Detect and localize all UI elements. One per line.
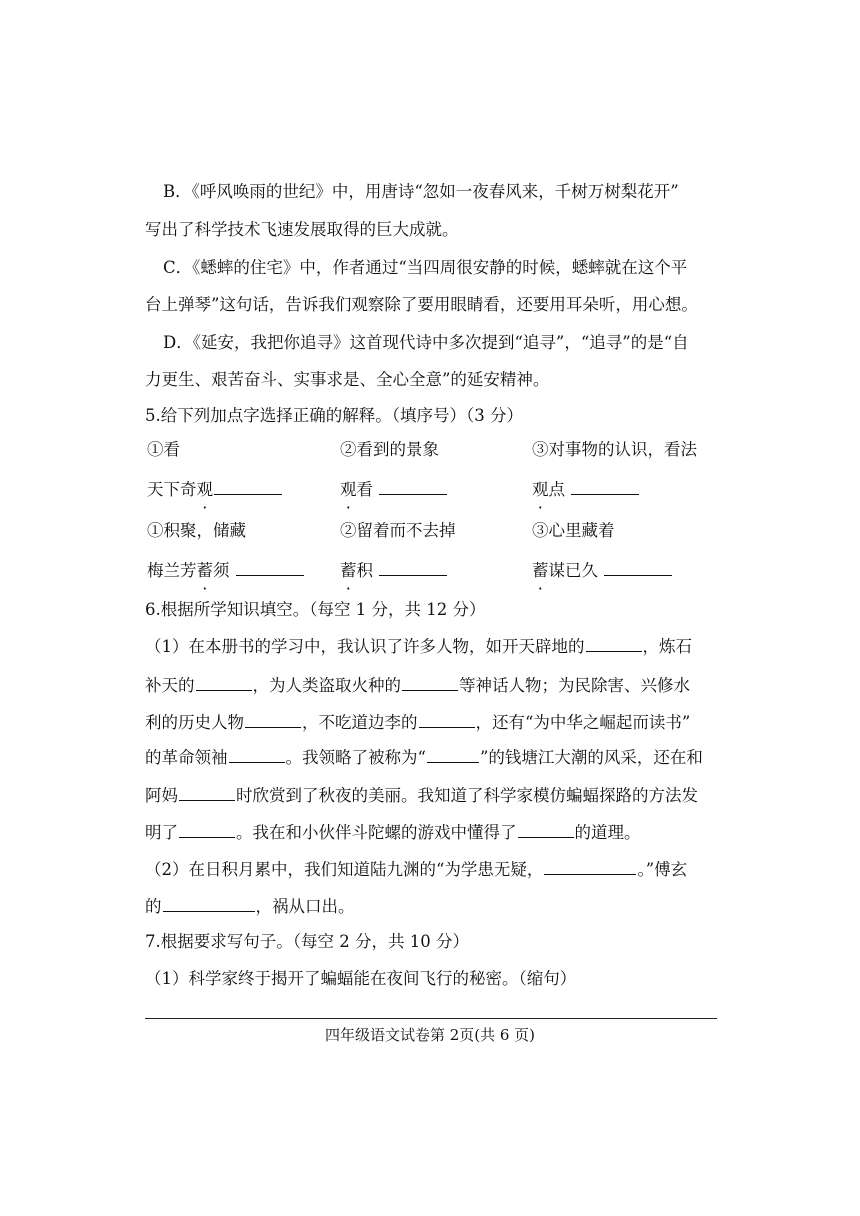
q7-sentence-1: （1）科学家终于揭开了蝙蝠能在夜间飞行的秘密。（缩句） xyxy=(145,969,577,988)
answer-blank[interactable] xyxy=(544,856,636,875)
answer-blank[interactable] xyxy=(379,557,447,576)
q6-p1-line1: （1）在本册书的学习中，我认识了许多人物，如开天辟地的 ，炼石 xyxy=(145,633,720,661)
q6-p1-line2: 补天的 ，为人类盗取火种的 等神话人物；为民除害、兴修水 xyxy=(145,672,720,700)
q6-p1-line3: 利的历史人物 ，不吃道边李的 ，还有“为中华之崛起而读书” xyxy=(145,709,720,737)
emphasis-dot-char: 蓄 xyxy=(340,561,357,580)
answer-blank[interactable] xyxy=(163,893,255,912)
answer-blank[interactable] xyxy=(571,476,639,495)
option-d-line2: 力更生、艰苦奋斗、实事求是、全心全意”的延安精神。 xyxy=(145,370,550,389)
option-c-line2: 台上弹琴”这句话，告诉我们观察除了要用眼睛看，还要用耳朵听，用心想。 xyxy=(145,295,698,314)
option-d-line1: D．《延安，我把你追寻》这首现代诗中多次提到“追寻”，“追寻”的是“自 xyxy=(163,333,689,352)
guan-word-2: 观看 xyxy=(340,476,448,504)
emphasis-dot-char: 蓄 xyxy=(196,561,213,580)
q6-p1-line6: 明了 。我在和小伙伴斗陀螺的游戏中懂得了 的道理。 xyxy=(145,819,720,847)
answer-blank[interactable] xyxy=(402,672,458,691)
answer-blank[interactable] xyxy=(604,557,672,576)
xu-word-3: 蓄谋已久 xyxy=(532,557,673,585)
emphasis-dot-char: 观 xyxy=(340,480,357,499)
answer-blank[interactable] xyxy=(236,557,304,576)
option-c-line1: C．《蟋蟀的住宅》中，作者通过“当四周很安静的时候，蟋蟀就在这个平 xyxy=(163,258,688,277)
answer-blank[interactable] xyxy=(179,819,235,838)
emphasis-dot-char: 蓄 xyxy=(532,561,549,580)
answer-blank[interactable] xyxy=(379,476,447,495)
option-b-line2: 写出了科学技术飞速发展取得的巨大成就。 xyxy=(145,220,459,239)
footer-divider xyxy=(145,1018,717,1019)
answer-blank[interactable] xyxy=(419,709,475,728)
emphasis-dot-char: 观 xyxy=(532,480,549,499)
emphasis-dot-char: 观 xyxy=(196,480,213,499)
guan-word-3: 观点 xyxy=(532,476,640,504)
q6-p1-line5: 阿妈 时欣赏到了秋夜的美丽。我知道了科学家模仿蝙蝠探路的方法发 xyxy=(145,782,720,810)
answer-blank[interactable] xyxy=(229,744,285,763)
answer-blank[interactable] xyxy=(179,782,235,801)
xu-meaning-1: ①积聚，储藏 xyxy=(147,521,246,540)
option-b-line1: B．《呼风唤雨的世纪》中，用唐诗“忽如一夜春风来，千树万树梨花开” xyxy=(163,182,679,201)
q6-p2-line2: 的 ，祸从口出。 xyxy=(145,893,720,921)
xu-meaning-3: ③心里藏着 xyxy=(532,521,615,540)
q7-heading: 7.根据要求写句子。（每空 2 分，共 10 分） xyxy=(145,932,469,951)
guan-word-1: 天下奇观 xyxy=(147,476,283,504)
page-footer: 四年级语文试卷第 2页(共 6 页) xyxy=(324,1026,536,1044)
guan-meaning-2: ②看到的景象 xyxy=(340,440,439,459)
answer-blank[interactable] xyxy=(196,672,252,691)
q6-heading: 6.根据所学知识填空。（每空 1 分，共 12 分） xyxy=(145,600,486,619)
xu-meaning-2: ②留着而不去掉 xyxy=(340,521,456,540)
answer-blank[interactable] xyxy=(214,476,282,495)
xu-word-1: 梅兰芳蓄须 xyxy=(147,557,305,585)
answer-blank[interactable] xyxy=(245,709,301,728)
q6-p2-line1: （2）在日积月累中，我们知道陆九渊的“为学患无疑， 。”傅玄 xyxy=(145,856,720,884)
answer-blank[interactable] xyxy=(518,819,574,838)
answer-blank[interactable] xyxy=(427,744,479,763)
q6-p1-line4: 的革命领袖 。我领略了被称为“ ”的钱塘江大潮的风采，还在和 xyxy=(145,744,720,772)
q5-heading: 5.给下列加点字选择正确的解释。（填序号）（3 分） xyxy=(145,406,523,425)
guan-meaning-1: ①看 xyxy=(147,440,180,459)
xu-word-2: 蓄积 xyxy=(340,557,448,585)
answer-blank[interactable] xyxy=(586,633,642,652)
guan-meaning-3: ③对事物的认识，看法 xyxy=(532,440,697,459)
